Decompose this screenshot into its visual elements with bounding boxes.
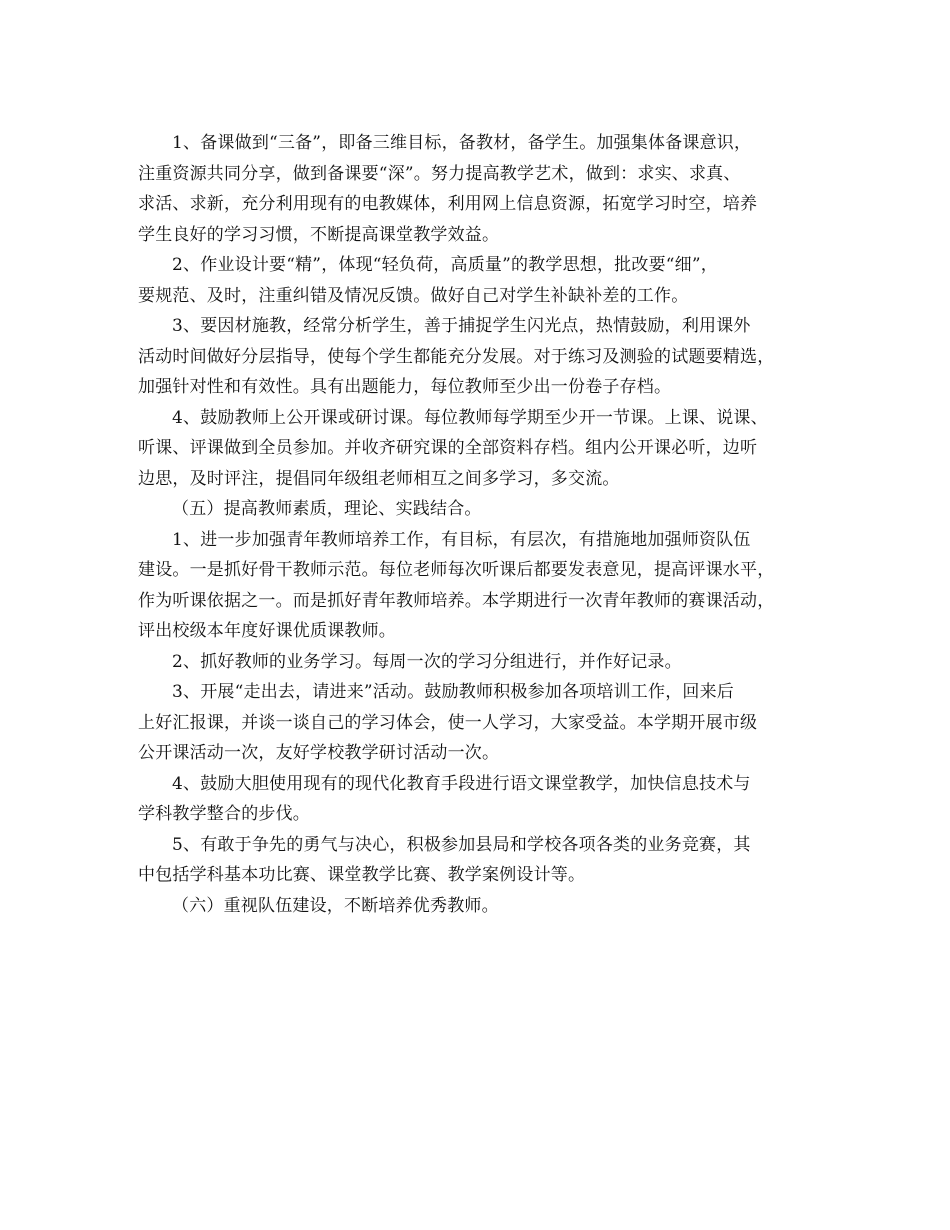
text-line: 公开课活动一次，友好学校教学研讨活动一次。 [138, 743, 500, 763]
paragraph-young-teacher-training [138, 525, 818, 647]
text-line: 中包括学科基本功比赛、课堂教学比赛、教学案例设计等。 [138, 865, 586, 885]
section-heading-six [138, 891, 818, 922]
paragraph-homework-design [138, 250, 818, 311]
paragraph-open-classes [138, 403, 818, 495]
paragraph-lesson-preparation [138, 128, 818, 250]
text-line: 学生良好的学习习惯，不断提高课堂教学效益。 [138, 224, 500, 245]
paragraph-individualized-teaching [138, 311, 818, 403]
section-heading: （六）重视队伍建设，不断培养优秀教师。 [172, 895, 499, 916]
text-line: 2、抓好教师的业务学习。每周一次的学习分组进行，并作好记录。 [172, 651, 682, 672]
text-line: 活动时间做好分层指导，使每个学生都能充分发展。对于练习及测验的试题要精选， [138, 346, 775, 367]
paragraph-go-out-invite-in [138, 677, 818, 769]
text-line: 2、作业设计要“精”，体现“轻负荷，高质量”的教学思想，批改要“细”， [172, 255, 718, 275]
text-line: 5、有敢于争先的勇气与决心，积极参加县局和学校各项各类的业务竞赛，其 [172, 834, 751, 855]
text-line: 要规范、及时，注重纠错及情况反馈。做好自己对学生补缺补差的工作。 [138, 285, 689, 306]
text-line: 加强针对性和有效性。具有出题能力，每位教师至少出一份卷子存档。 [138, 377, 672, 397]
paragraph-professional-study [138, 647, 818, 678]
text-line: 3、要因材施教，经常分析学生，善于捕捉学生闪光点，热情鼓励，利用课外 [172, 316, 751, 336]
text-line: 学科教学整合的步伐。 [138, 804, 310, 824]
text-line: 评出校级本年度好课优质课教师。 [138, 621, 396, 641]
text-line: 4、鼓励教师上公开课或研讨课。每位教师每学期至少开一节课。上课、说课、 [172, 407, 768, 428]
text-line: 求活、求新，充分利用现有的电教媒体，利用网上信息资源，拓宽学习时空，培养 [138, 194, 758, 214]
text-line: 听课、评课做到全员参加。并收齐研究课的全部资料存档。组内公开课必听，边听 [138, 438, 758, 458]
text-line: 3、开展“走出去，请进来”活动。鼓励教师积极参加各项培训工作，回来后 [172, 682, 734, 702]
section-heading: （五）提高教师素质，理论、实践结合。 [172, 499, 482, 519]
text-line: 1、备课做到“三备”，即备三维目标，备教材，备学生。加强集体备课意识， [172, 133, 752, 153]
paragraph-modern-education-tools [138, 769, 818, 830]
section-heading-five [138, 494, 818, 525]
text-line: 建设。一是抓好骨干教师示范。每位老师每次听课后都要发表意见，提高评课水平， [138, 560, 775, 580]
text-line: 1、进一步加强青年教师培养工作，有目标，有层次，有措施地加强师资队伍 [172, 529, 751, 550]
text-line: 注重资源共同分享，做到备课要“深”。努力提高教学艺术，做到：求实、求真、 [138, 163, 741, 184]
paragraph-competitions [138, 830, 818, 891]
text-line: 上好汇报课，并谈一谈自己的学习体会，使一人学习，大家受益。本学期开展市级 [138, 712, 758, 733]
text-line: 作为听课依据之一。而是抓好青年教师培养。本学期进行一次青年教师的赛课活动， [138, 590, 775, 611]
document-body [138, 128, 818, 921]
text-line: 边思，及时评注，提倡同年级组老师相互之间多学习，多交流。 [138, 468, 620, 489]
text-line: 4、鼓励大胆使用现有的现代化教育手段进行语文课堂教学，加快信息技术与 [172, 773, 751, 794]
